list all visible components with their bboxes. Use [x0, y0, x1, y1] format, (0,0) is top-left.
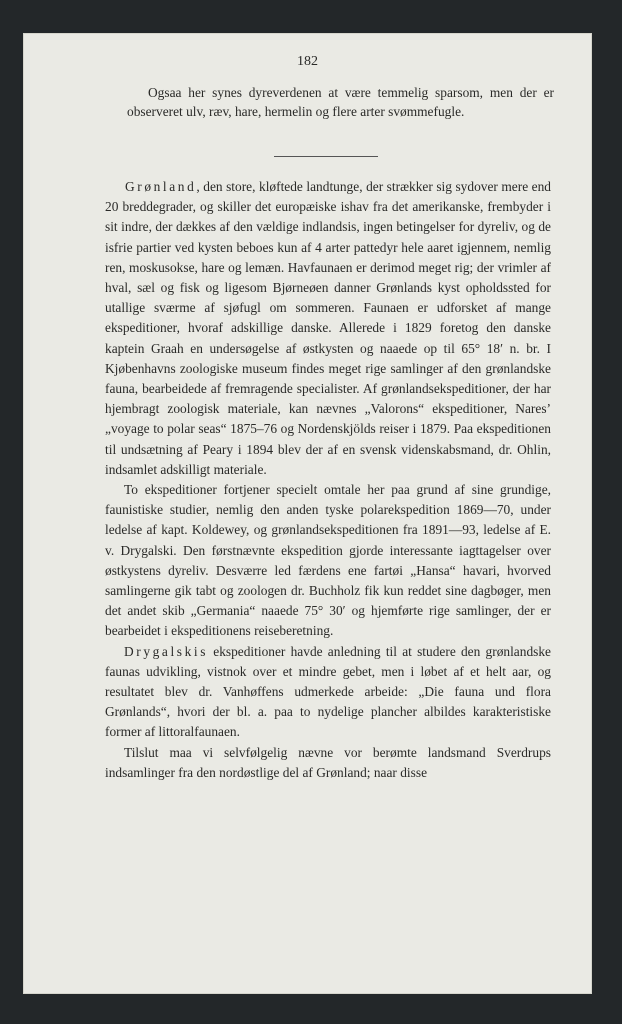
paragraph-greenland [105, 177, 551, 480]
page-number: 182 [297, 54, 318, 69]
paragraph-text: To ekspeditioner fortjener specielt omtale her paa grund af sine grundige, faunistiske studier, nemlig den anden tyske polarekspedition 1869—70, under ledelse af kapt. Koldewey, og grønlandsekspeditionen fra 1891—93, ledelse af E. v. Drygalski. Den førstnævnte ekspedition gjorde interessante iagttagelser over østkystens dyreliv. Desværre led færdens ene fartøi „Hansa“ havari, hvorved samlingerne gik tabt og zoologen dr. Buchholz fik kun reddet sine dagbøger, men det andet skib „Germania“ naaede 75° 30′ og hjemførte rige samlinger, der er bearbeidet i ekspeditionens reiseberetning. [105, 482, 551, 639]
body-text [105, 177, 551, 783]
section-divider [274, 156, 378, 157]
paragraph-text: ekspeditioner havde anledning til at studere den grønlandske faunas udvikling, vistnok over et mindre gebet, men i løbet af et helt aar, og resultatet blev dr. Vanhøffens udmerkede arbeide: „Die fauna und flora Grønlands“, hvori der bl. a. paa to nydelige plancher albildes karakteristiske former af littoralfaunaen. [105, 643, 551, 740]
paragraph-sverdrup [105, 743, 551, 783]
intro-text: Ogsaa her synes dyreverdenen at være temmelig sparsom, men der er observeret ulv, ræv, hare, hermelin og flere arter svømmefugle. [127, 85, 554, 120]
paragraph-expeditions [105, 480, 551, 642]
paragraph-text: Tilslut maa vi selvfølgelig nævne vor berømte landsmand Sverdrups indsamlinger fra den nordøstlige del af Grønland; naar disse [105, 744, 551, 780]
paragraph-text: , den store, kløftede landtunge, der strækker sig sydover mere end 20 breddegrader, og skiller det europæiske ishav fra det amerikanske, frembyder i sit indre, der dækkes af den vældige indlandsis, ingen betingelser for dyreliv, og de isfrie partier ved kysten beboes kun af 4 arter pattedyr hele aaret igjennem, nemlig ren, moskusokse, hare og lemæn. Havfaunaen er derimod meget rig; der vrimler af hval, sæl og fisk og ligesom Bjørneøen danner Grønlands kyst opholdssted for utallige sværme af sjøfugl om sommeren. Faunaen er udforsket af mange ekspeditioner, hvoraf adskillige danske. Allerede i 1829 foretog den danske kaptein Graah en undersøgelse af østkysten og naaede op til 65° 18′ n. br. I Kjøbenhavns zoologiske museum findes meget rige samlinger af den grønlandske fauna, bearbeidede af fremragende specialister. Af grønlandsekspeditioner, der har hjembragt zoologisk materiale, kan nævnes „Valorons“ ekspeditioner, Nares’ „voyage to polar seas“ 1875–76 og Nordenskjölds reiser i 1879. Paa ekspeditionen til undsætning af Peary i 1894 blev der af en svensk videnskabsmand, dr. Ohlin, indsamlet adskilligt materiale. [105, 179, 551, 477]
intro-paragraph [127, 83, 554, 122]
book-page [23, 33, 592, 994]
spaced-word-drygalskis: Drygalskis [124, 643, 209, 659]
paragraph-drygalski [105, 642, 551, 743]
spaced-word-gronland: Grønland [125, 179, 197, 194]
